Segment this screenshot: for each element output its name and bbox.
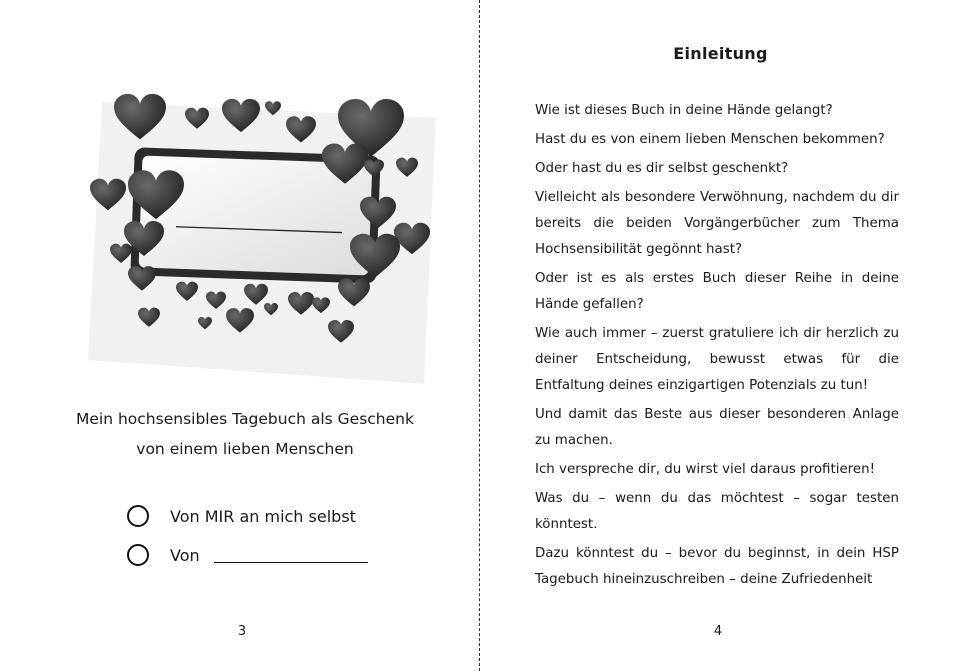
option-from-radio[interactable] (127, 544, 149, 566)
page-number-left: 3 (237, 624, 247, 639)
paragraph: Was du – wenn du das möchtest – sogar testen könntest. (535, 491, 899, 532)
paragraph: Hast du es von einem lieben Menschen bekommen? (535, 132, 885, 147)
paragraph: Vielleicht als besondere Verwöhnung, nachdem du dir bereits die beiden Vorgängerbücher zum Thema Hochsensibilität gegönnt hast? (535, 190, 899, 257)
option-self[interactable] (127, 502, 356, 530)
dedication-line-1: Mein hochsensibles Tagebuch als Geschenk (76, 410, 414, 428)
paragraph: Oder hast du es dir selbst geschenkt? (535, 161, 789, 176)
paragraph: Wie auch immer – zuerst gratuliere ich dir herzlich zu deiner Entscheidung, bewusst etwas für die Entfaltung deines einzigartigen Potenzials zu tun! (535, 326, 899, 393)
intro-text (535, 98, 899, 596)
paragraph: Ich verspreche dir, du wirst viel daraus profitieren! (535, 462, 875, 477)
option-self-label: Von MIR an mich selbst (170, 506, 356, 526)
right-page (482, 0, 959, 671)
paragraph: Und damit das Beste aus dieser besonderen Anlage zu machen. (535, 407, 899, 448)
paragraph: Dazu könntest du – bevor du beginnst, in dein HSP Tagebuch hineinzuschreiben – deine Zufriedenheit (535, 546, 899, 587)
from-name-line (214, 547, 368, 563)
option-self-radio[interactable] (127, 505, 149, 527)
dedication-line-2: von einem lieben Menschen (136, 440, 354, 458)
option-from[interactable] (127, 541, 368, 569)
chapter-heading: Einleitung (673, 44, 768, 63)
paragraph: Oder ist es als erstes Buch dieser Reihe in deine Hände gefallen? (535, 271, 899, 312)
heart-frame-illustration (88, 84, 450, 384)
gift-dedication (40, 404, 450, 464)
paragraph: Wie ist dieses Buch in deine Hände gelangt? (535, 103, 833, 118)
page-fold-line (479, 0, 480, 671)
page-number-right: 4 (713, 624, 723, 639)
option-from-label: Von (170, 545, 200, 565)
